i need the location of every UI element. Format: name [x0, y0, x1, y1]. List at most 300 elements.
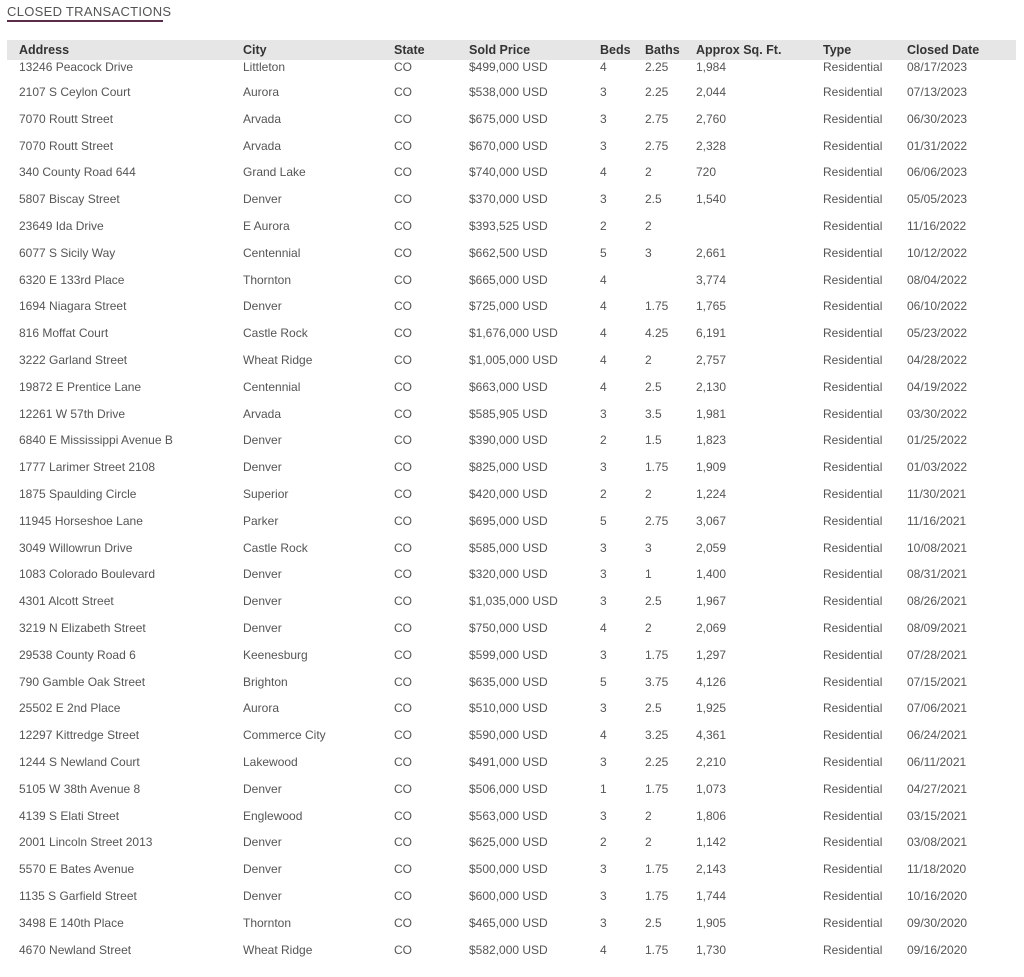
type-cell: Residential [823, 540, 883, 555]
type-cell: Residential [823, 218, 883, 233]
baths-cell: 4.25 [645, 326, 669, 341]
sold-price-cell: $538,000 USD [469, 85, 548, 99]
city-cell: Brighton [243, 674, 288, 689]
address-cell: 13246 Peacock Drive [19, 60, 134, 74]
address-cell: 6840 E Mississippi Avenue B [19, 433, 173, 448]
closed-date-cell: 03/08/2021 [907, 835, 968, 850]
address-cell: 12261 W 57th Drive [19, 406, 126, 421]
state-cell: CO [394, 486, 412, 501]
address-cell: 7070 Routt Street [19, 111, 114, 126]
table-row[interactable] [7, 60, 1016, 85]
sq-ft-cell: 6,191 [696, 326, 727, 341]
state-cell: CO [394, 192, 412, 207]
table-row[interactable] [7, 728, 1016, 755]
beds-cell: 3 [600, 85, 607, 99]
city-cell: Castle Rock [243, 540, 308, 555]
state-cell: CO [394, 326, 412, 341]
city-cell: Wheat Ridge [243, 942, 313, 957]
baths-cell: 1.75 [645, 862, 669, 877]
state-cell: CO [394, 138, 412, 153]
closed-date-cell: 06/30/2023 [907, 111, 968, 126]
state-cell: CO [394, 540, 412, 555]
sold-price-cell: $600,000 USD [469, 888, 548, 903]
city-cell: Aurora [243, 85, 280, 99]
type-cell: Residential [823, 433, 883, 448]
closed-date-cell: 01/31/2022 [907, 138, 968, 153]
table-row[interactable] [7, 380, 1016, 407]
sold-price-cell: $740,000 USD [469, 165, 548, 180]
state-cell: CO [394, 460, 412, 475]
sold-price-cell: $585,000 USD [469, 540, 548, 555]
sold-price-cell: $393,525 USD [469, 218, 548, 233]
type-cell: Residential [823, 620, 883, 635]
sq-ft-cell: 1,142 [696, 835, 727, 850]
address-cell: 3219 N Elizabeth Street [19, 620, 146, 635]
city-cell: Denver [243, 888, 282, 903]
beds-cell: 3 [600, 138, 607, 153]
address-cell: 1777 Larimer Street 2108 [19, 460, 156, 475]
closed-date-cell: 08/26/2021 [907, 594, 968, 609]
beds-cell: 2 [600, 433, 607, 448]
baths-cell: 3 [645, 540, 652, 555]
baths-cell: 2 [645, 352, 652, 367]
sq-ft-cell: 1,540 [696, 192, 727, 207]
state-cell: CO [394, 781, 412, 796]
table-row[interactable] [7, 112, 1016, 139]
sq-ft-cell [696, 219, 823, 246]
column-header-address[interactable]: Address [19, 43, 70, 57]
state-cell: CO [394, 888, 412, 903]
table-row[interactable] [7, 514, 1016, 541]
state-cell: CO [394, 406, 412, 421]
closed-date-cell: 05/05/2023 [907, 192, 968, 207]
state-cell: CO [394, 862, 412, 877]
sq-ft-cell: 1,073 [696, 781, 727, 796]
table-row[interactable] [7, 165, 1016, 192]
closed-date-cell: 10/12/2022 [907, 245, 968, 260]
table-row[interactable] [7, 219, 1016, 246]
state-cell: CO [394, 85, 412, 99]
beds-cell: 4 [600, 326, 607, 341]
address-cell: 816 Moffat Court [19, 326, 109, 341]
beds-cell: 3 [600, 460, 607, 475]
beds-cell: 4 [600, 352, 607, 367]
sq-ft-cell: 1,823 [696, 433, 727, 448]
table-row[interactable] [7, 567, 1016, 594]
closed-date-cell: 11/16/2022 [907, 218, 967, 233]
state-cell: CO [394, 728, 412, 743]
type-cell: Residential [823, 326, 883, 341]
state-cell: CO [394, 245, 412, 260]
table-row[interactable] [7, 326, 1016, 353]
baths-cell: 1.75 [645, 888, 669, 903]
baths-cell: 2.5 [645, 379, 662, 394]
beds-cell: 4 [600, 60, 607, 74]
sq-ft-cell: 3,774 [696, 272, 727, 287]
sold-price-cell: $825,000 USD [469, 460, 548, 475]
beds-cell: 5 [600, 513, 607, 528]
baths-cell: 1.75 [645, 781, 669, 796]
city-cell: Parker [243, 513, 279, 528]
closed-date-cell: 08/17/2023 [907, 60, 968, 74]
column-header-closed-date[interactable]: Closed Date [907, 43, 980, 57]
beds-cell: 3 [600, 647, 607, 662]
type-cell: Residential [823, 60, 883, 74]
sold-price-cell: $320,000 USD [469, 567, 548, 582]
table-row[interactable] [7, 755, 1016, 782]
closed-date-cell: 07/28/2021 [907, 647, 968, 662]
sold-price-cell: $582,000 USD [469, 942, 548, 957]
baths-cell: 3.25 [645, 728, 669, 743]
city-cell: Denver [243, 460, 282, 475]
sq-ft-cell: 1,744 [696, 888, 727, 903]
sold-price-cell: $506,000 USD [469, 781, 548, 796]
sold-price-cell: $500,000 USD [469, 862, 548, 877]
closed-date-cell: 09/16/2020 [907, 942, 968, 957]
table-row[interactable] [7, 139, 1016, 166]
column-header-city[interactable]: City [243, 43, 267, 57]
state-cell: CO [394, 594, 412, 609]
baths-cell: 2.5 [645, 594, 662, 609]
type-cell: Residential [823, 701, 883, 716]
baths-cell: 1.75 [645, 299, 669, 314]
sold-price-cell: $420,000 USD [469, 486, 548, 501]
sold-price-cell: $675,000 USD [469, 111, 548, 126]
type-cell: Residential [823, 754, 883, 769]
address-cell: 1244 S Newland Court [19, 754, 140, 769]
table-row[interactable] [7, 943, 1016, 970]
sq-ft-cell: 1,730 [696, 942, 727, 957]
table-body [7, 60, 1016, 969]
sq-ft-cell: 2,661 [696, 245, 727, 260]
baths-cell: 2.5 [645, 915, 662, 930]
closed-date-cell: 06/11/2021 [907, 754, 967, 769]
baths-cell: 2 [645, 165, 652, 180]
type-cell: Residential [823, 594, 883, 609]
table-row[interactable] [7, 889, 1016, 916]
type-cell: Residential [823, 674, 883, 689]
sq-ft-cell: 4,361 [696, 728, 727, 743]
table-row[interactable] [7, 487, 1016, 514]
type-cell: Residential [823, 352, 883, 367]
closed-date-cell: 08/04/2022 [907, 272, 968, 287]
sq-ft-cell: 2,069 [696, 620, 727, 635]
sold-price-cell: $465,000 USD [469, 915, 548, 930]
baths-cell: 2 [645, 620, 652, 635]
sold-price-cell: $725,000 USD [469, 299, 548, 314]
baths-cell: 2.75 [645, 111, 669, 126]
closed-date-cell: 08/09/2021 [907, 620, 968, 635]
closed-date-cell: 06/10/2022 [907, 299, 968, 314]
sq-ft-cell: 1,984 [696, 60, 727, 74]
address-cell: 3498 E 140th Place [19, 915, 124, 930]
column-header-beds[interactable]: Beds [600, 43, 631, 57]
title-underline [7, 20, 163, 22]
baths-cell: 2.25 [645, 85, 669, 99]
type-cell: Residential [823, 245, 883, 260]
table-row[interactable] [7, 862, 1016, 889]
baths-cell: 1.75 [645, 647, 669, 662]
beds-cell: 3 [600, 915, 607, 930]
table-row[interactable] [7, 782, 1016, 809]
address-cell: 4139 S Elati Street [19, 808, 120, 823]
type-cell: Residential [823, 460, 883, 475]
sold-price-cell: $1,676,000 USD [469, 326, 558, 341]
baths-cell: 1 [645, 567, 652, 582]
type-cell: Residential [823, 111, 883, 126]
sold-price-cell: $599,000 USD [469, 647, 548, 662]
column-header-type[interactable]: Type [823, 43, 852, 57]
sq-ft-cell: 2,044 [696, 85, 727, 99]
table-row[interactable] [7, 648, 1016, 675]
city-cell: Denver [243, 781, 282, 796]
state-cell: CO [394, 835, 412, 850]
beds-cell: 2 [600, 218, 607, 233]
sq-ft-cell: 4,126 [696, 674, 727, 689]
table-row[interactable] [7, 273, 1016, 300]
beds-cell: 4 [600, 165, 607, 180]
table-row[interactable] [7, 192, 1016, 219]
address-cell: 790 Gamble Oak Street [19, 674, 146, 689]
closed-date-cell: 08/31/2021 [907, 567, 968, 582]
sq-ft-cell: 720 [696, 165, 717, 180]
type-cell: Residential [823, 647, 883, 662]
address-cell: 6320 E 133rd Place [19, 272, 125, 287]
type-cell: Residential [823, 567, 883, 582]
closed-date-cell: 05/23/2022 [907, 326, 968, 341]
column-header-sold-price[interactable]: Sold Price [469, 43, 531, 57]
beds-cell: 4 [600, 942, 607, 957]
closed-date-cell: 03/15/2021 [907, 808, 968, 823]
table-row[interactable] [7, 621, 1016, 648]
column-header-baths[interactable]: Baths [645, 43, 680, 57]
sq-ft-cell: 3,067 [696, 513, 727, 528]
type-cell: Residential [823, 513, 883, 528]
city-cell: Arvada [243, 111, 282, 126]
baths-cell: 2.25 [645, 754, 669, 769]
sold-price-cell: $1,035,000 USD [469, 594, 558, 609]
type-cell: Residential [823, 192, 883, 207]
type-cell: Residential [823, 888, 883, 903]
address-cell: 5105 W 38th Avenue 8 [19, 781, 141, 796]
sq-ft-cell: 2,210 [696, 754, 727, 769]
table-row[interactable] [7, 916, 1016, 943]
table-row[interactable] [7, 407, 1016, 434]
sold-price-cell: $635,000 USD [469, 674, 548, 689]
state-cell: CO [394, 218, 412, 233]
beds-cell: 3 [600, 111, 607, 126]
address-cell: 11945 Horseshoe Lane [19, 513, 143, 528]
column-header-state[interactable]: State [394, 43, 425, 57]
baths-cell: 1.75 [645, 460, 669, 475]
address-cell: 7070 Routt Street [19, 138, 114, 153]
closed-date-cell: 11/30/2021 [907, 486, 967, 501]
baths-cell: 2.5 [645, 701, 662, 716]
transactions-table [7, 40, 1016, 969]
type-cell: Residential [823, 915, 883, 930]
state-cell: CO [394, 111, 412, 126]
closed-date-cell: 06/24/2021 [907, 728, 968, 743]
sold-price-cell: $662,500 USD [469, 245, 548, 260]
state-cell: CO [394, 674, 412, 689]
type-cell: Residential [823, 728, 883, 743]
address-cell: 1083 Colorado Boulevard [19, 567, 156, 582]
sold-price-cell: $590,000 USD [469, 728, 548, 743]
state-cell: CO [394, 701, 412, 716]
table-row[interactable] [7, 85, 1016, 112]
address-cell: 1875 Spaulding Circle [19, 486, 137, 501]
baths-cell: 2 [645, 486, 652, 501]
table-row[interactable] [7, 675, 1016, 702]
sq-ft-cell: 1,981 [696, 406, 727, 421]
sold-price-cell: $665,000 USD [469, 272, 548, 287]
state-cell: CO [394, 942, 412, 957]
beds-cell: 4 [600, 272, 607, 287]
state-cell: CO [394, 647, 412, 662]
type-cell: Residential [823, 138, 883, 153]
sq-ft-cell: 2,130 [696, 379, 727, 394]
sq-ft-cell: 1,400 [696, 567, 727, 582]
type-cell: Residential [823, 165, 883, 180]
sold-price-cell: $370,000 USD [469, 192, 548, 207]
beds-cell: 3 [600, 808, 607, 823]
table-row[interactable] [7, 460, 1016, 487]
state-cell: CO [394, 299, 412, 314]
sold-price-cell: $499,000 USD [469, 60, 548, 74]
address-cell: 5807 Biscay Street [19, 192, 120, 207]
state-cell: CO [394, 60, 412, 74]
type-cell: Residential [823, 85, 883, 99]
sold-price-cell: $563,000 USD [469, 808, 548, 823]
address-cell: 1135 S Garfield Street [19, 888, 137, 903]
beds-cell: 4 [600, 620, 607, 635]
address-cell: 6077 S Sicily Way [19, 245, 116, 260]
beds-cell: 3 [600, 192, 607, 207]
state-cell: CO [394, 165, 412, 180]
closed-date-cell: 04/28/2022 [907, 352, 968, 367]
sq-ft-cell: 2,760 [696, 111, 727, 126]
address-cell: 19872 E Prentice Lane [19, 379, 142, 394]
beds-cell: 3 [600, 888, 607, 903]
address-cell: 2001 Lincoln Street 2013 [19, 835, 153, 850]
closed-date-cell: 03/30/2022 [907, 406, 968, 421]
baths-cell: 1.5 [645, 433, 662, 448]
city-cell: Thornton [243, 272, 292, 287]
city-cell: Centennial [243, 379, 301, 394]
sq-ft-cell: 2,143 [696, 862, 727, 877]
closed-date-cell: 01/25/2022 [907, 433, 968, 448]
sold-price-cell: $625,000 USD [469, 835, 548, 850]
baths-cell: 2.75 [645, 138, 669, 153]
state-cell: CO [394, 567, 412, 582]
table-row[interactable] [7, 353, 1016, 380]
closed-date-cell: 04/27/2021 [907, 781, 968, 796]
table-row[interactable] [7, 809, 1016, 836]
address-cell: 3222 Garland Street [19, 352, 128, 367]
closed-date-cell: 06/06/2023 [907, 165, 968, 180]
type-cell: Residential [823, 272, 883, 287]
table-row[interactable] [7, 594, 1016, 621]
type-cell: Residential [823, 486, 883, 501]
city-cell: Denver [243, 433, 282, 448]
sq-ft-cell: 2,328 [696, 138, 727, 153]
beds-cell: 3 [600, 540, 607, 555]
column-header-sq-ft[interactable]: Approx Sq. Ft. [696, 43, 782, 57]
closed-date-cell: 11/18/2020 [907, 862, 967, 877]
state-cell: CO [394, 754, 412, 769]
sold-price-cell: $585,905 USD [469, 406, 548, 421]
baths-cell: 3 [645, 245, 652, 260]
address-cell: 23649 Ida Drive [19, 218, 104, 233]
table-header-row [7, 40, 1016, 60]
address-cell: 4301 Alcott Street [19, 594, 114, 609]
beds-cell: 5 [600, 674, 607, 689]
baths-cell: 2 [645, 218, 652, 233]
city-cell: Denver [243, 192, 282, 207]
baths-cell [645, 273, 696, 300]
closed-date-cell: 09/30/2020 [907, 915, 968, 930]
beds-cell: 2 [600, 835, 607, 850]
city-cell: Commerce City [243, 728, 326, 743]
state-cell: CO [394, 379, 412, 394]
address-cell: 1694 Niagara Street [19, 299, 127, 314]
city-cell: Centennial [243, 245, 301, 260]
table-row[interactable] [7, 541, 1016, 568]
city-cell: Aurora [243, 701, 280, 716]
sq-ft-cell: 2,059 [696, 540, 727, 555]
table-row[interactable] [7, 835, 1016, 862]
closed-date-cell: 07/13/2023 [907, 85, 968, 99]
type-cell: Residential [823, 862, 883, 877]
address-cell: 25502 E 2nd Place [19, 701, 121, 716]
state-cell: CO [394, 272, 412, 287]
baths-cell: 3.75 [645, 674, 669, 689]
sq-ft-cell: 1,925 [696, 701, 727, 716]
state-cell: CO [394, 620, 412, 635]
city-cell: Arvada [243, 138, 282, 153]
beds-cell: 4 [600, 379, 607, 394]
type-cell: Residential [823, 835, 883, 850]
city-cell: Englewood [243, 808, 303, 823]
beds-cell: 3 [600, 754, 607, 769]
table-row[interactable] [7, 246, 1016, 273]
city-cell: Grand Lake [243, 165, 306, 180]
baths-cell: 2 [645, 808, 652, 823]
sq-ft-cell: 1,224 [696, 486, 727, 501]
table-row[interactable] [7, 299, 1016, 326]
city-cell: Denver [243, 567, 282, 582]
city-cell: E Aurora [243, 218, 290, 233]
sq-ft-cell: 1,765 [696, 299, 727, 314]
city-cell: Denver [243, 594, 282, 609]
closed-date-cell: 10/16/2020 [907, 888, 968, 903]
city-cell: Wheat Ridge [243, 352, 313, 367]
city-cell: Arvada [243, 406, 282, 421]
table-row[interactable] [7, 433, 1016, 460]
beds-cell: 5 [600, 245, 607, 260]
city-cell: Lakewood [243, 754, 298, 769]
sq-ft-cell: 2,757 [696, 352, 727, 367]
type-cell: Residential [823, 808, 883, 823]
beds-cell: 1 [600, 781, 607, 796]
sold-price-cell: $750,000 USD [469, 620, 548, 635]
address-cell: 2107 S Ceylon Court [19, 85, 131, 99]
baths-cell: 2.25 [645, 60, 669, 74]
baths-cell: 2.75 [645, 513, 669, 528]
beds-cell: 3 [600, 406, 607, 421]
table-row[interactable] [7, 701, 1016, 728]
city-cell: Keenesburg [243, 647, 308, 662]
